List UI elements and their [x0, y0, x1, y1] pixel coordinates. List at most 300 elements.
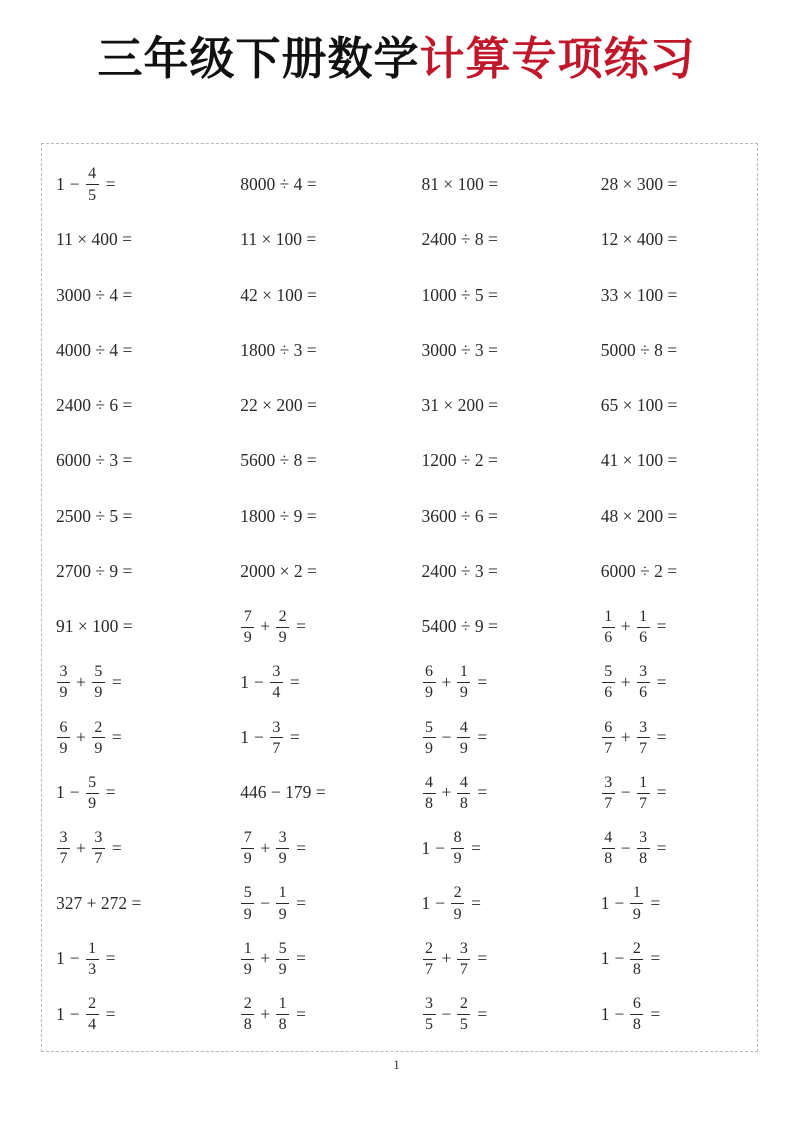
fraction [270, 719, 283, 758]
problem-cell[interactable] [41, 323, 220, 378]
equals-sign: = [105, 173, 116, 194]
fraction-numerator: 1 [639, 607, 648, 625]
problem-cell[interactable] [400, 655, 579, 710]
operand: 1 [56, 948, 65, 969]
math-expression [56, 452, 132, 470]
expression-text: 28 × 300 = [600, 173, 678, 194]
expression-text: 4000 ÷ 4 = [56, 339, 133, 360]
fraction [276, 995, 289, 1034]
fraction-denominator: 7 [639, 739, 648, 757]
fraction [602, 663, 615, 702]
math-expression [422, 397, 499, 415]
math-expression [422, 719, 488, 758]
equals-sign: = [656, 837, 667, 858]
problem-cell[interactable] [579, 544, 758, 599]
math-expression [240, 231, 316, 249]
fraction-denominator: 9 [278, 629, 287, 647]
equals-sign: = [105, 948, 116, 969]
operand: 1 [240, 727, 249, 748]
fraction [457, 774, 470, 813]
problem-row [41, 268, 758, 323]
problem-cell[interactable] [220, 765, 399, 820]
problem-cell[interactable] [220, 987, 399, 1042]
fraction-numerator: 2 [459, 995, 468, 1013]
expression-text: 48 × 200 = [600, 505, 678, 526]
operator: − [69, 782, 80, 803]
fraction [451, 829, 464, 868]
problem-cell[interactable] [579, 434, 758, 489]
problem-cell[interactable] [400, 434, 579, 489]
problem-cell[interactable] [220, 434, 399, 489]
expression-text: 5000 ÷ 8 = [600, 339, 678, 360]
fraction-bar [630, 959, 643, 960]
fraction-denominator: 8 [639, 850, 648, 868]
problem-cell[interactable] [400, 710, 579, 765]
fraction-bar [637, 737, 650, 738]
fraction-denominator: 4 [272, 684, 281, 702]
fraction-numerator: 2 [425, 939, 433, 957]
fraction-bar [86, 959, 99, 960]
problem-cell[interactable] [400, 268, 579, 323]
operator: − [441, 727, 452, 748]
operand: 1 [600, 892, 610, 913]
problem-cell[interactable] [400, 323, 579, 378]
problem-cell[interactable] [579, 323, 758, 378]
operator: − [620, 837, 631, 858]
page-title-red-part: 计算专项练习 [419, 32, 696, 85]
fraction-numerator: 1 [278, 995, 287, 1013]
problem-cell[interactable] [220, 489, 399, 544]
problem-cell[interactable] [220, 378, 399, 433]
problem-cell[interactable] [579, 710, 758, 765]
equals-sign: = [296, 1003, 306, 1024]
problem-row [41, 876, 758, 931]
equals-sign: = [650, 892, 661, 913]
fraction-denominator: 9 [278, 961, 287, 979]
fraction-bar [423, 737, 436, 738]
fraction [241, 608, 254, 647]
expression-text: 446 − 179 = [240, 782, 326, 803]
operand: 1 [56, 173, 65, 194]
fraction [602, 829, 615, 868]
fraction-numerator: 6 [59, 718, 68, 736]
expression-text: 3000 ÷ 3 = [421, 339, 498, 360]
operand: 1 [421, 837, 431, 858]
fraction-numerator: 6 [632, 995, 641, 1013]
math-expression [240, 608, 306, 647]
fraction-numerator: 1 [604, 607, 613, 625]
fraction-bar [92, 682, 105, 683]
fraction-bar [276, 959, 289, 960]
problem-cell[interactable] [41, 600, 220, 655]
problem-cell[interactable] [400, 489, 579, 544]
fraction-denominator: 7 [59, 850, 68, 868]
fraction-numerator: 3 [272, 718, 281, 736]
fraction [602, 774, 615, 813]
fraction-numerator: 4 [459, 773, 468, 791]
expression-text: 6000 ÷ 2 = [600, 561, 678, 582]
problem-cell[interactable] [579, 931, 758, 986]
equals-sign: = [296, 616, 306, 637]
fraction-numerator: 5 [88, 773, 97, 791]
fraction [630, 995, 643, 1034]
expression-text: 91 × 100 = [56, 616, 133, 637]
fraction [457, 663, 470, 702]
math-expression [601, 884, 661, 923]
expression-text: 2700 ÷ 9 = [56, 561, 133, 582]
fraction-denominator: 8 [243, 1016, 252, 1034]
equals-sign: = [656, 727, 667, 748]
operand: 1 [600, 1003, 610, 1024]
fraction-bar [57, 682, 70, 683]
problem-cell[interactable] [400, 876, 579, 931]
problem-cell[interactable] [41, 931, 220, 986]
problem-cell[interactable] [400, 600, 579, 655]
fraction-denominator: 9 [59, 739, 68, 757]
fraction-bar [92, 737, 105, 738]
problem-cell[interactable] [579, 489, 758, 544]
equals-sign: = [477, 782, 488, 803]
fraction [241, 995, 254, 1034]
fraction-numerator: 3 [639, 829, 648, 847]
problem-cell[interactable] [41, 268, 220, 323]
problem-row [41, 489, 758, 544]
fraction-denominator: 3 [88, 961, 97, 979]
expression-text: 327 + 272 = [56, 892, 142, 913]
math-expression [56, 505, 133, 526]
operator: − [254, 671, 264, 692]
fraction [57, 719, 70, 758]
operator: + [620, 671, 631, 692]
operator: + [76, 727, 86, 748]
problem-row [41, 987, 758, 1042]
fraction-denominator: 5 [88, 186, 97, 204]
fraction-denominator: 8 [604, 850, 613, 868]
fraction-bar [630, 1014, 643, 1015]
math-expression [601, 608, 667, 647]
problem-cell[interactable] [220, 655, 399, 710]
fraction-denominator: 8 [632, 961, 641, 979]
fraction-bar [423, 682, 436, 683]
equals-sign: = [105, 1003, 116, 1024]
fraction [637, 719, 650, 758]
math-expression [422, 231, 498, 249]
fraction [423, 774, 436, 813]
fraction-denominator: 7 [272, 739, 281, 757]
fraction [457, 940, 470, 979]
fraction-numerator: 5 [243, 884, 252, 902]
expression-text: 1800 ÷ 3 = [240, 339, 317, 360]
fraction-numerator: 1 [278, 884, 287, 902]
problem-cell[interactable] [220, 821, 399, 876]
operator: − [614, 892, 625, 913]
math-expression [240, 884, 306, 923]
fraction-numerator: 3 [272, 663, 281, 681]
problem-cell[interactable] [400, 544, 579, 599]
operator: + [441, 948, 452, 969]
problem-cell[interactable] [400, 821, 579, 876]
problem-cell[interactable] [400, 931, 579, 986]
problem-cell[interactable] [400, 765, 579, 820]
fraction [451, 884, 464, 923]
fraction-denominator: 9 [278, 850, 287, 868]
equals-sign: = [471, 892, 481, 913]
fraction-denominator: 6 [604, 684, 613, 702]
expression-text: 3600 ÷ 6 = [421, 505, 498, 526]
problem-cell[interactable] [579, 212, 758, 267]
problem-cell[interactable] [400, 157, 579, 212]
problem-row [41, 600, 758, 655]
problem-cell[interactable] [579, 821, 758, 876]
operator: + [260, 1003, 271, 1024]
fraction-denominator: 9 [453, 905, 462, 923]
expression-text: 31 × 200 = [421, 395, 499, 416]
problem-cell[interactable] [41, 489, 220, 544]
problem-cell[interactable] [579, 157, 758, 212]
fraction [57, 829, 70, 868]
operand: 1 [240, 671, 249, 692]
problem-row [41, 821, 758, 876]
problem-cell[interactable] [220, 544, 399, 599]
fraction-numerator: 1 [639, 773, 648, 791]
fraction-numerator: 4 [425, 773, 433, 791]
problem-cell[interactable] [41, 434, 220, 489]
math-expression [240, 784, 325, 802]
math-expression [601, 231, 678, 249]
math-expression [240, 173, 317, 194]
fraction-bar [637, 627, 650, 628]
math-expression [240, 563, 317, 581]
fraction-bar [602, 848, 615, 849]
fraction [276, 884, 289, 923]
problem-cell[interactable] [41, 378, 220, 433]
fraction-numerator: 6 [425, 663, 433, 681]
expression-text: 2400 ÷ 3 = [421, 561, 498, 582]
problem-cell[interactable] [220, 931, 399, 986]
expression-text: 2000 × 2 = [240, 561, 317, 582]
math-expression [56, 397, 132, 415]
fraction-bar [276, 1014, 289, 1015]
expression-text: 11 × 400 = [56, 229, 132, 250]
fraction-bar [57, 737, 70, 738]
problem-row [41, 212, 758, 267]
operator: + [76, 837, 86, 858]
problem-row [41, 323, 758, 378]
fraction-denominator: 7 [459, 961, 468, 979]
problem-cell[interactable] [579, 268, 758, 323]
fraction-bar [423, 1014, 436, 1015]
math-expression [422, 663, 488, 702]
problem-cell[interactable] [41, 765, 220, 820]
fraction-bar [637, 848, 650, 849]
fraction-numerator: 7 [243, 829, 252, 847]
fraction-denominator: 8 [425, 795, 433, 813]
fraction [86, 774, 99, 813]
fraction-bar [86, 184, 99, 185]
expression-text: 33 × 100 = [600, 284, 678, 305]
fraction-bar [451, 903, 464, 904]
expression-text: 5400 ÷ 9 = [421, 616, 498, 637]
fraction-numerator: 3 [278, 829, 287, 847]
problem-cell[interactable] [41, 710, 220, 765]
fraction-bar [241, 848, 254, 849]
fraction-numerator: 1 [632, 884, 641, 902]
problem-cell[interactable] [220, 268, 399, 323]
math-expression [56, 339, 133, 360]
expression-text: 12 × 400 = [600, 229, 678, 250]
fraction [423, 719, 436, 758]
fraction-denominator: 9 [243, 961, 252, 979]
fraction-numerator: 2 [88, 995, 97, 1013]
fraction [457, 995, 470, 1034]
math-expression [600, 505, 678, 526]
fraction-denominator: 6 [639, 629, 648, 647]
fraction-denominator: 9 [243, 850, 252, 868]
operator: − [69, 948, 80, 969]
math-expression [56, 774, 116, 813]
math-expression [240, 505, 317, 526]
fraction-bar [457, 682, 470, 683]
fraction-denominator: 8 [632, 1016, 641, 1034]
math-expression [240, 397, 317, 415]
fraction-denominator: 9 [94, 739, 103, 757]
operator: − [614, 1003, 625, 1024]
fraction-bar [423, 959, 436, 960]
problem-cell[interactable] [220, 323, 399, 378]
problem-cell[interactable] [41, 157, 220, 212]
problem-cell[interactable] [41, 655, 220, 710]
equals-sign: = [650, 948, 661, 969]
problem-cell[interactable] [400, 378, 579, 433]
fraction-bar [451, 848, 464, 849]
problem-cell[interactable] [579, 378, 758, 433]
problem-cell[interactable] [220, 876, 399, 931]
fraction-numerator: 3 [639, 718, 648, 736]
fraction [270, 663, 283, 702]
operand: 1 [421, 892, 431, 913]
math-expression [240, 940, 306, 979]
problem-cell[interactable] [400, 212, 579, 267]
operator: − [435, 837, 446, 858]
problem-cell[interactable] [579, 655, 758, 710]
page-number: 1 [393, 1057, 400, 1072]
problem-cell[interactable] [579, 876, 758, 931]
math-expression [240, 829, 306, 868]
problem-cell[interactable] [579, 600, 758, 655]
math-expression [421, 173, 499, 194]
fraction-numerator: 3 [459, 939, 468, 957]
problem-row [41, 157, 758, 212]
fraction-denominator: 7 [425, 961, 433, 979]
problem-cell[interactable] [41, 987, 220, 1042]
fraction-bar [602, 627, 615, 628]
problem-cell[interactable] [220, 212, 399, 267]
equals-sign: = [105, 782, 116, 803]
math-expression [56, 940, 116, 979]
problem-cell[interactable] [41, 876, 220, 931]
problem-cell[interactable] [220, 710, 399, 765]
fraction [241, 940, 254, 979]
math-expression [601, 829, 667, 868]
problem-cell[interactable] [41, 821, 220, 876]
fraction-numerator: 1 [88, 939, 97, 957]
math-expression [422, 884, 482, 923]
fraction-numerator: 4 [604, 829, 613, 847]
equals-sign: = [296, 837, 306, 858]
fraction [92, 719, 105, 758]
math-expression [422, 995, 488, 1034]
problem-cell[interactable] [579, 765, 758, 820]
expression-text: 11 × 100 = [240, 229, 317, 250]
math-expression [240, 663, 300, 702]
fraction-numerator: 2 [243, 995, 252, 1013]
equals-sign: = [477, 727, 488, 748]
expression-text: 1800 ÷ 9 = [240, 505, 317, 526]
fraction-bar [457, 1014, 470, 1015]
math-expression [421, 505, 498, 526]
equals-sign: = [296, 892, 306, 913]
math-expression [601, 774, 667, 813]
fraction [86, 940, 99, 979]
equals-sign: = [477, 1003, 488, 1024]
operator: − [260, 892, 271, 913]
problem-cell[interactable] [220, 600, 399, 655]
math-expression [601, 663, 667, 702]
page-title [0, 32, 793, 85]
problem-row [41, 765, 758, 820]
math-expression [56, 563, 132, 581]
problem-cell[interactable] [220, 157, 399, 212]
fraction-numerator: 7 [243, 607, 252, 625]
fraction-numerator: 2 [94, 718, 103, 736]
operator: − [614, 948, 625, 969]
fraction-denominator: 9 [453, 850, 462, 868]
operator: + [260, 616, 271, 637]
operator: + [620, 616, 631, 637]
problem-cell[interactable] [41, 544, 220, 599]
math-expression [601, 940, 661, 979]
fraction-denominator: 9 [278, 905, 287, 923]
fraction [637, 663, 650, 702]
fraction-bar [457, 959, 470, 960]
fraction-denominator: 9 [243, 905, 252, 923]
problem-cell[interactable] [41, 212, 220, 267]
fraction-denominator: 7 [604, 795, 613, 813]
math-expression [56, 829, 122, 868]
equals-sign: = [111, 671, 122, 692]
fraction-denominator: 7 [639, 795, 648, 813]
expression-text: 8000 ÷ 4 = [240, 173, 317, 194]
fraction-numerator: 2 [278, 607, 287, 625]
math-expression [56, 663, 122, 702]
problem-cell[interactable] [579, 987, 758, 1042]
math-expression [421, 284, 498, 305]
expression-text: 81 × 100 = [421, 173, 499, 194]
equals-sign: = [111, 837, 122, 858]
fraction-denominator: 7 [604, 739, 613, 757]
problem-cell[interactable] [400, 987, 579, 1042]
fraction-numerator: 8 [453, 829, 462, 847]
fraction-bar [86, 793, 99, 794]
fraction-denominator: 9 [59, 684, 68, 702]
fraction-bar [241, 959, 254, 960]
problem-row [41, 655, 758, 710]
fraction-bar [457, 737, 470, 738]
fraction-bar [630, 903, 643, 904]
fraction-numerator: 2 [453, 884, 462, 902]
fraction-denominator: 9 [632, 905, 641, 923]
equals-sign: = [289, 727, 300, 748]
